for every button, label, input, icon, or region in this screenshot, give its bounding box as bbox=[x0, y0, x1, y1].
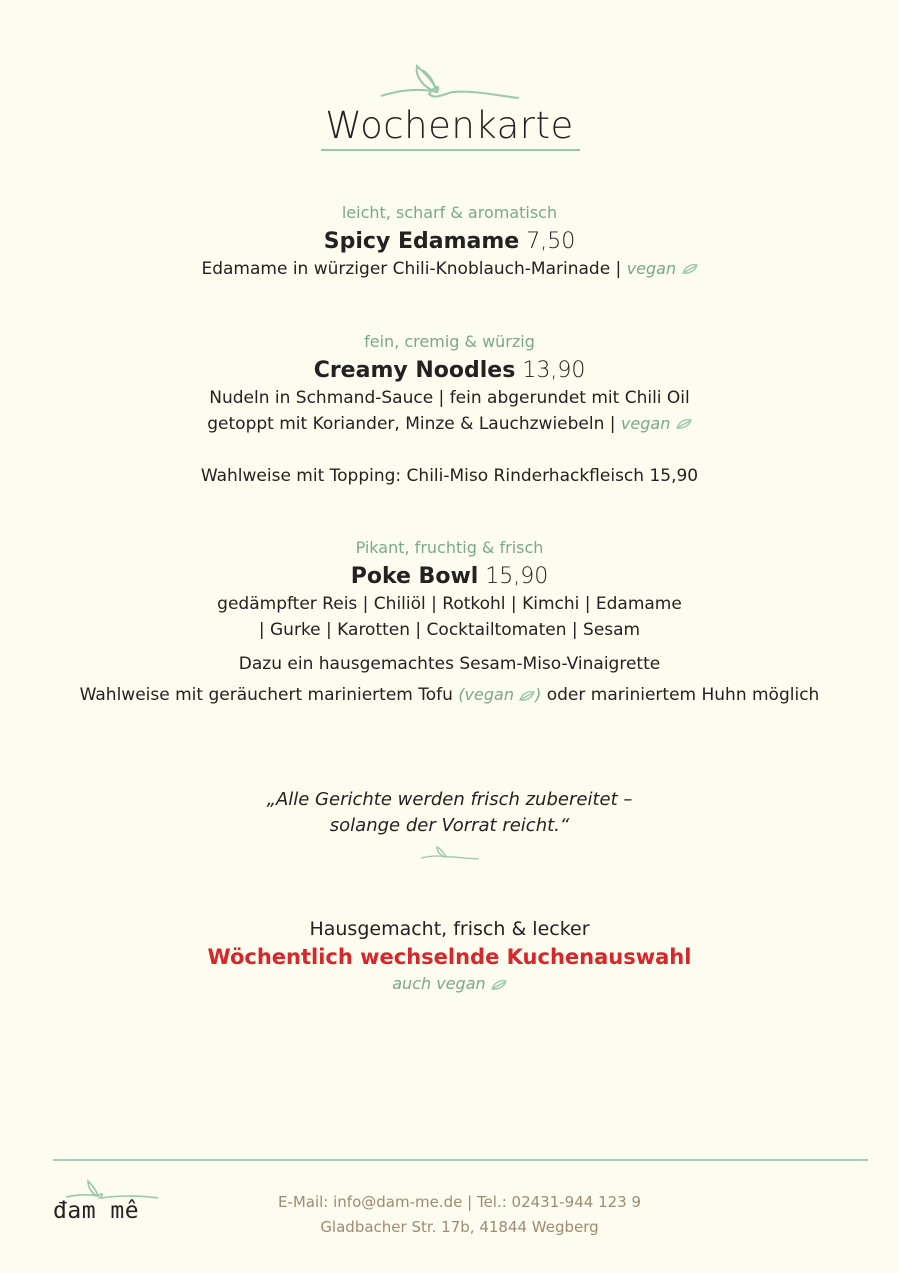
leaf-icon bbox=[491, 979, 507, 991]
dish-option-text: oder mariniertem Huhn möglich bbox=[546, 685, 820, 705]
quote-line: solange der Vorrat reicht.“ bbox=[329, 815, 570, 836]
dish-description: | Gurke | Karotten | Cocktailtomaten | Sesam bbox=[258, 620, 641, 640]
dish-description bbox=[0, 259, 899, 279]
cake-note bbox=[0, 974, 899, 993]
dish-description bbox=[0, 414, 899, 434]
dish-tagline: fein, cremig & würzig bbox=[364, 332, 535, 351]
leaf-icon bbox=[676, 418, 692, 430]
dish-option: Wahlweise mit Topping: Chili-Miso Rinderhackfleisch 15,90 bbox=[200, 466, 699, 486]
vegan-label: vegan bbox=[626, 259, 677, 278]
dish-name: Poke Bowl bbox=[350, 564, 479, 589]
dish-title bbox=[0, 229, 899, 254]
vegan-label: vegan bbox=[620, 414, 671, 433]
quote-line: „Alle Gerichte werden frisch zubereitet – bbox=[266, 789, 633, 810]
dish-description-text: getoppt mit Koriander, Minze & Lauchzwiebeln | bbox=[207, 414, 616, 434]
dish-option-text: Wahlweise mit geräuchert mariniertem Tofu bbox=[79, 685, 453, 705]
dish-tagline: leicht, scharf & aromatisch bbox=[341, 203, 558, 222]
dish-name: Spicy Edamame bbox=[323, 229, 520, 254]
dish-option bbox=[0, 685, 899, 705]
dish-description-text: Edamame in würziger Chili-Knoblauch-Marinade | bbox=[201, 259, 622, 279]
dish-name: Creamy Noodles bbox=[313, 358, 516, 383]
dish-title bbox=[0, 358, 899, 383]
leaf-divider-icon bbox=[420, 845, 480, 861]
dish-description: gedämpfter Reis | Chiliöl | Rotkohl | Kimchi | Edamame bbox=[217, 594, 682, 614]
cake-tagline: Hausgemacht, frisch & lecker bbox=[309, 918, 590, 940]
vegan-label: auch vegan bbox=[392, 974, 486, 993]
dish-title bbox=[0, 564, 899, 589]
cake-title: Wöchentlich wechselnde Kuchenauswahl bbox=[207, 945, 692, 969]
footer-divider bbox=[53, 1159, 868, 1161]
title-underline bbox=[321, 149, 580, 151]
leaf-ornament-icon bbox=[379, 62, 521, 102]
vegan-label: (vegan ) bbox=[458, 685, 542, 704]
dish-description: Dazu ein hausgemachtes Sesam-Miso-Vinaigrette bbox=[238, 654, 661, 674]
page-title: Wochenkarte bbox=[325, 104, 574, 147]
leaf-icon bbox=[682, 263, 698, 275]
leaf-icon bbox=[519, 690, 535, 702]
dish-description: Nudeln in Schmand-Sauce | fein abgerundet mit Chili Oil bbox=[209, 388, 690, 408]
dish-price: 15,90 bbox=[485, 564, 549, 589]
contact-line: E-Mail: info@dam-me.de | Tel.: 02431-944 123 9 bbox=[277, 1193, 642, 1211]
dish-price: 7,50 bbox=[526, 229, 576, 254]
brand-logo: đam mê bbox=[53, 1198, 140, 1224]
dish-tagline: Pikant, fruchtig & frisch bbox=[355, 538, 544, 557]
address-line: Gladbacher Str. 17b, 41844 Wegberg bbox=[320, 1218, 599, 1236]
dish-price: 13,90 bbox=[522, 358, 586, 383]
